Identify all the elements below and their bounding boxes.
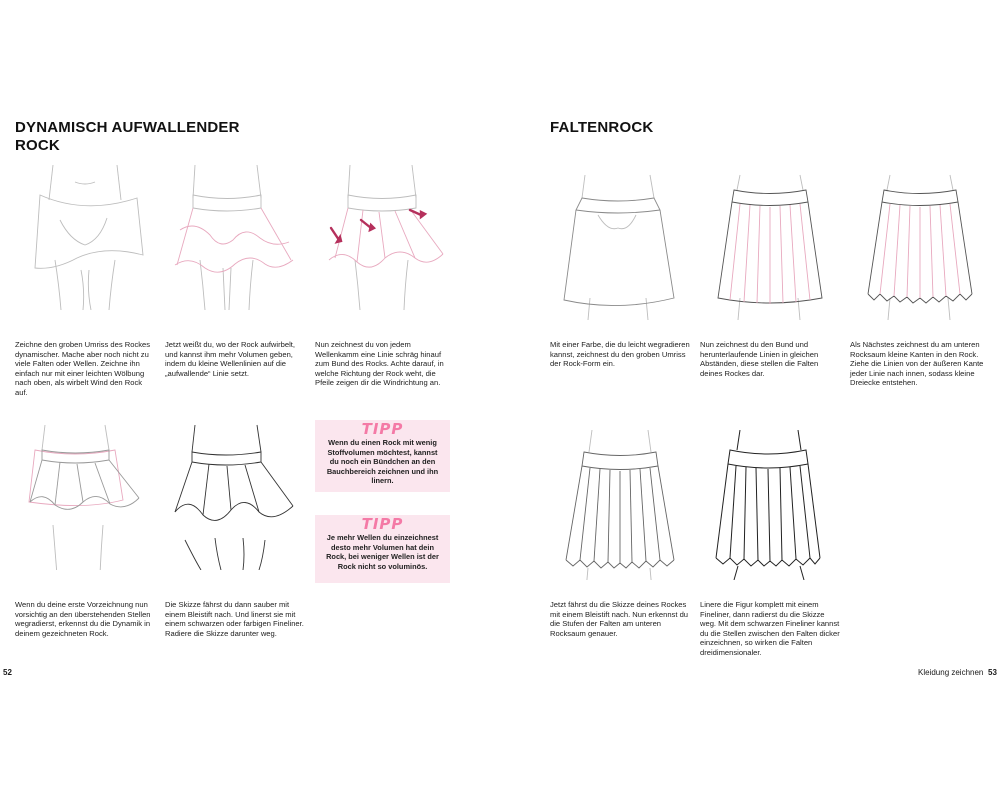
tip-text-2: Je mehr Wellen du einzeichnest desto mehr Volumen hat dein Rock, bei weniger Wellen ist der Rock nicht so voluminös. [326,533,439,571]
skirt-illustration-dynamic-step-5 [165,420,305,570]
footer-chapter-title: Kleidung zeichnen [918,668,984,677]
skirt-illustration-dynamic-step-3 [315,160,455,310]
right-page-heading: FALTENROCK [550,119,654,136]
skirt-illustration-dynamic-step-1 [15,160,155,310]
skirt-illustration-pleated-step-1 [550,170,690,320]
caption-dynamic-step-3: Nun zeichnest du von jedem Wellenkamm eine Linie schräg hinauf zum Bund des Rocks. Achte darauf, in welche Richtung der Rock weht, die Pfeile zeigen dir die Windrichtung an. [315,340,444,388]
caption-pleated-step-4: Jetzt fährst du die Skizze deines Rockes mit einem Bleistift nach. Nun erkennst du die Stufen der Falten am unteren Rocksaum genauer. [550,600,689,638]
caption-pleated-step-3: Als Nächstes zeichnest du am unteren Rocksaum kleine Kanten in den Rock. Ziehe die Linien von der äußeren Kante jeder Linie nach innen, sodass kleine Dreiecke entstehen. [850,340,984,388]
skirt-illustration-dynamic-step-4 [15,420,155,570]
caption-dynamic-step-1: Zeichne den groben Umriss des Rockes dynamischer. Mache aber noch nicht zu viele Falten oder Wellen. Zeichne ihn einfach nur mit einer leichten Wölbung nach oben, als wirbelt Wind den Rock auf. [15,340,151,397]
tip-title-1: TIPP [361,420,404,438]
caption-dynamic-step-2: Jetzt weißt du, wo der Rock aufwirbelt, und kannst ihm mehr Volumen geben, indem du kleine Wellenlinien auf die „aufwallende“ Linie setzt. [165,340,295,378]
skirt-illustration-pleated-step-4 [550,430,690,580]
caption-pleated-step-2: Nun zeichnest du den Bund und herunterlaufende Linien in gleichen Abständen, diese stellen die Falten deines Rockes dar. [700,340,819,378]
caption-dynamic-step-5: Die Skizze fährst du dann sauber mit einem Bleistift nach. Und linerst sie mit einem schwarzen oder farbigen Fineliner. Radiere die Skizze darunter weg. [165,600,304,638]
tip-box-2 [315,515,450,583]
page-number-right: 53 [988,668,997,677]
skirt-illustration-pleated-step-2 [700,170,840,320]
skirt-illustration-pleated-step-3 [850,170,990,320]
page-number-left: 52 [3,668,12,677]
tip-text-1: Wenn du einen Rock mit wenig Stoffvolumen möchtest, kannst du noch ein Bündchen an den Bauchbereich zeichnen und ihn linern. [326,438,439,486]
skirt-illustration-pleated-step-5 [700,430,840,580]
caption-dynamic-step-4: Wenn du deine erste Vorzeichnung nun vorsichtig an den überstehenden Stellen wegradierst, erkennst du die Dynamik in deinem gezeichneten Rock. [15,600,151,638]
tip-box-1 [315,420,450,492]
tip-title-2: TIPP [361,515,404,533]
caption-pleated-step-1: Mit einer Farbe, die du leicht wegradieren kannst, zeichnest du den groben Umriss der Rock-Form ein. [550,340,690,369]
skirt-illustration-dynamic-step-2 [165,160,305,310]
caption-pleated-step-5: Linere die Figur komplett mit einem Fineliner, dann radierst du die Skizze weg. Mit dem schwarzen Fineliner kannst du die Stellen zwischen den Falten dicker einzeichnen, so wirken die Falten dreidimensionaler. [700,600,840,657]
left-page-heading: DYNAMISCH AUFWALLENDER ROCK [15,119,240,154]
